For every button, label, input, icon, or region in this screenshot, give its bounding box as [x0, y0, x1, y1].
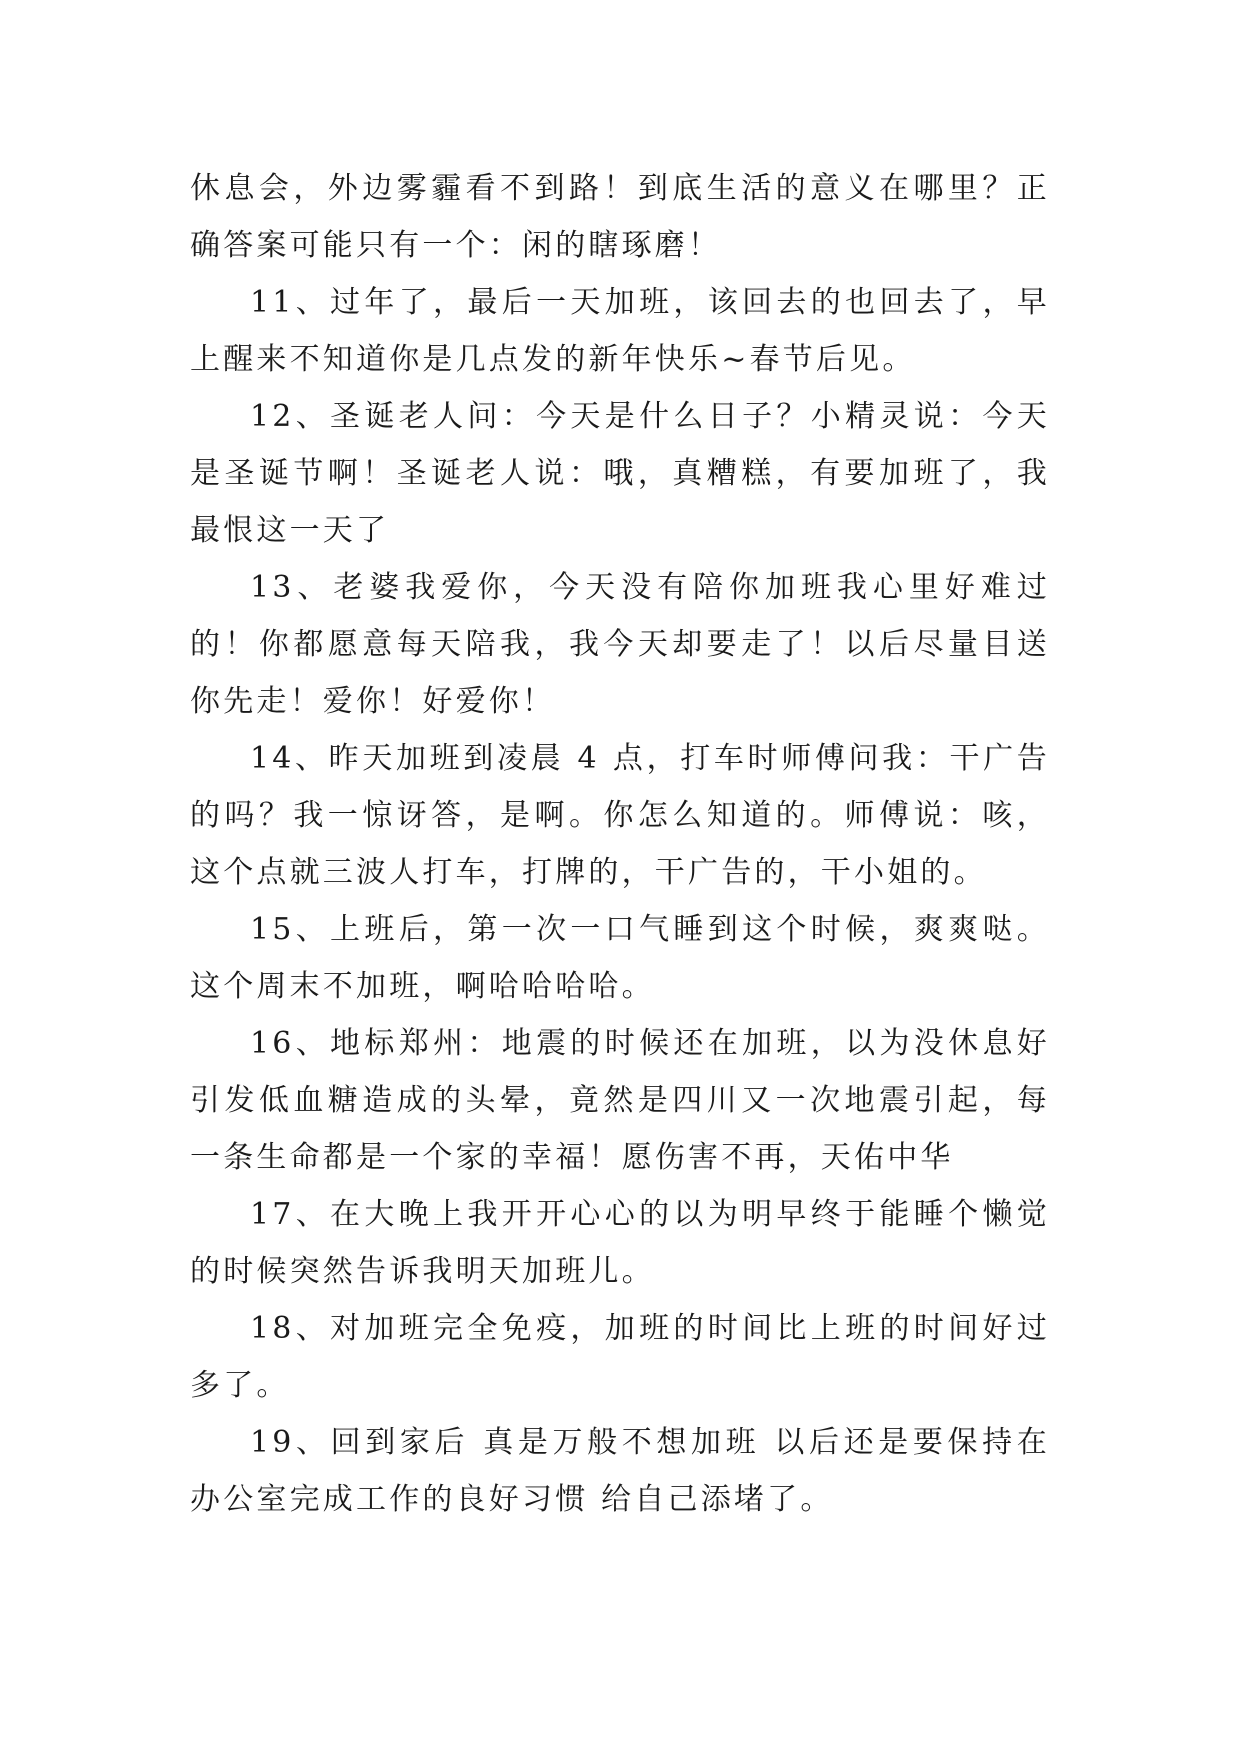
paragraph-12: 12、圣诞老人问：今天是什么日子？小精灵说：今天是圣诞节啊！圣诞老人说：哦，真糟糕，有要加班了，我最恨这一天了	[190, 399, 1050, 548]
paragraph-18: 18、对加班完全免疫，加班的时间比上班的时间好过多了。	[190, 1311, 1050, 1403]
paragraph-19: 19、回到家后 真是万般不想加班 以后还是要保持在办公室完成工作的良好习惯 给自己添堵了。	[190, 1425, 1050, 1517]
paragraph-16: 16、地标郑州：地震的时候还在加班，以为没休息好引发低血糖造成的头晕，竟然是四川又一次地震引起，每一条生命都是一个家的幸福！愿伤害不再，天佑中华	[190, 1026, 1050, 1175]
paragraph-13: 13、老婆我爱你，今天没有陪你加班我心里好难过的！你都愿意每天陪我，我今天却要走了！以后尽量目送你先走！爱你！好爱你！	[190, 570, 1050, 719]
paragraph-11: 11、过年了，最后一天加班，该回去的也回去了，早上醒来不知道你是几点发的新年快乐~春节后见。	[190, 285, 1050, 377]
paragraph-15: 15、上班后，第一次一口气睡到这个时候，爽爽哒。这个周末不加班，啊哈哈哈哈。	[190, 912, 1050, 1004]
paragraph-17: 17、在大晚上我开开心心的以为明早终于能睡个懒觉的时候突然告诉我明天加班儿。	[190, 1197, 1050, 1289]
paragraph-continuation: 休息会，外边雾霾看不到路！到底生活的意义在哪里？正确答案可能只有一个：闲的瞎琢磨！	[190, 171, 1050, 263]
paragraph-14: 14、昨天加班到凌晨 4 点，打车时师傅问我：干广告的吗？我一惊讶答，是啊。你怎么知道的。师傅说：咳，这个点就三波人打车，打牌的，干广告的，干小姐的。	[190, 741, 1050, 890]
document-body	[190, 160, 1050, 1528]
